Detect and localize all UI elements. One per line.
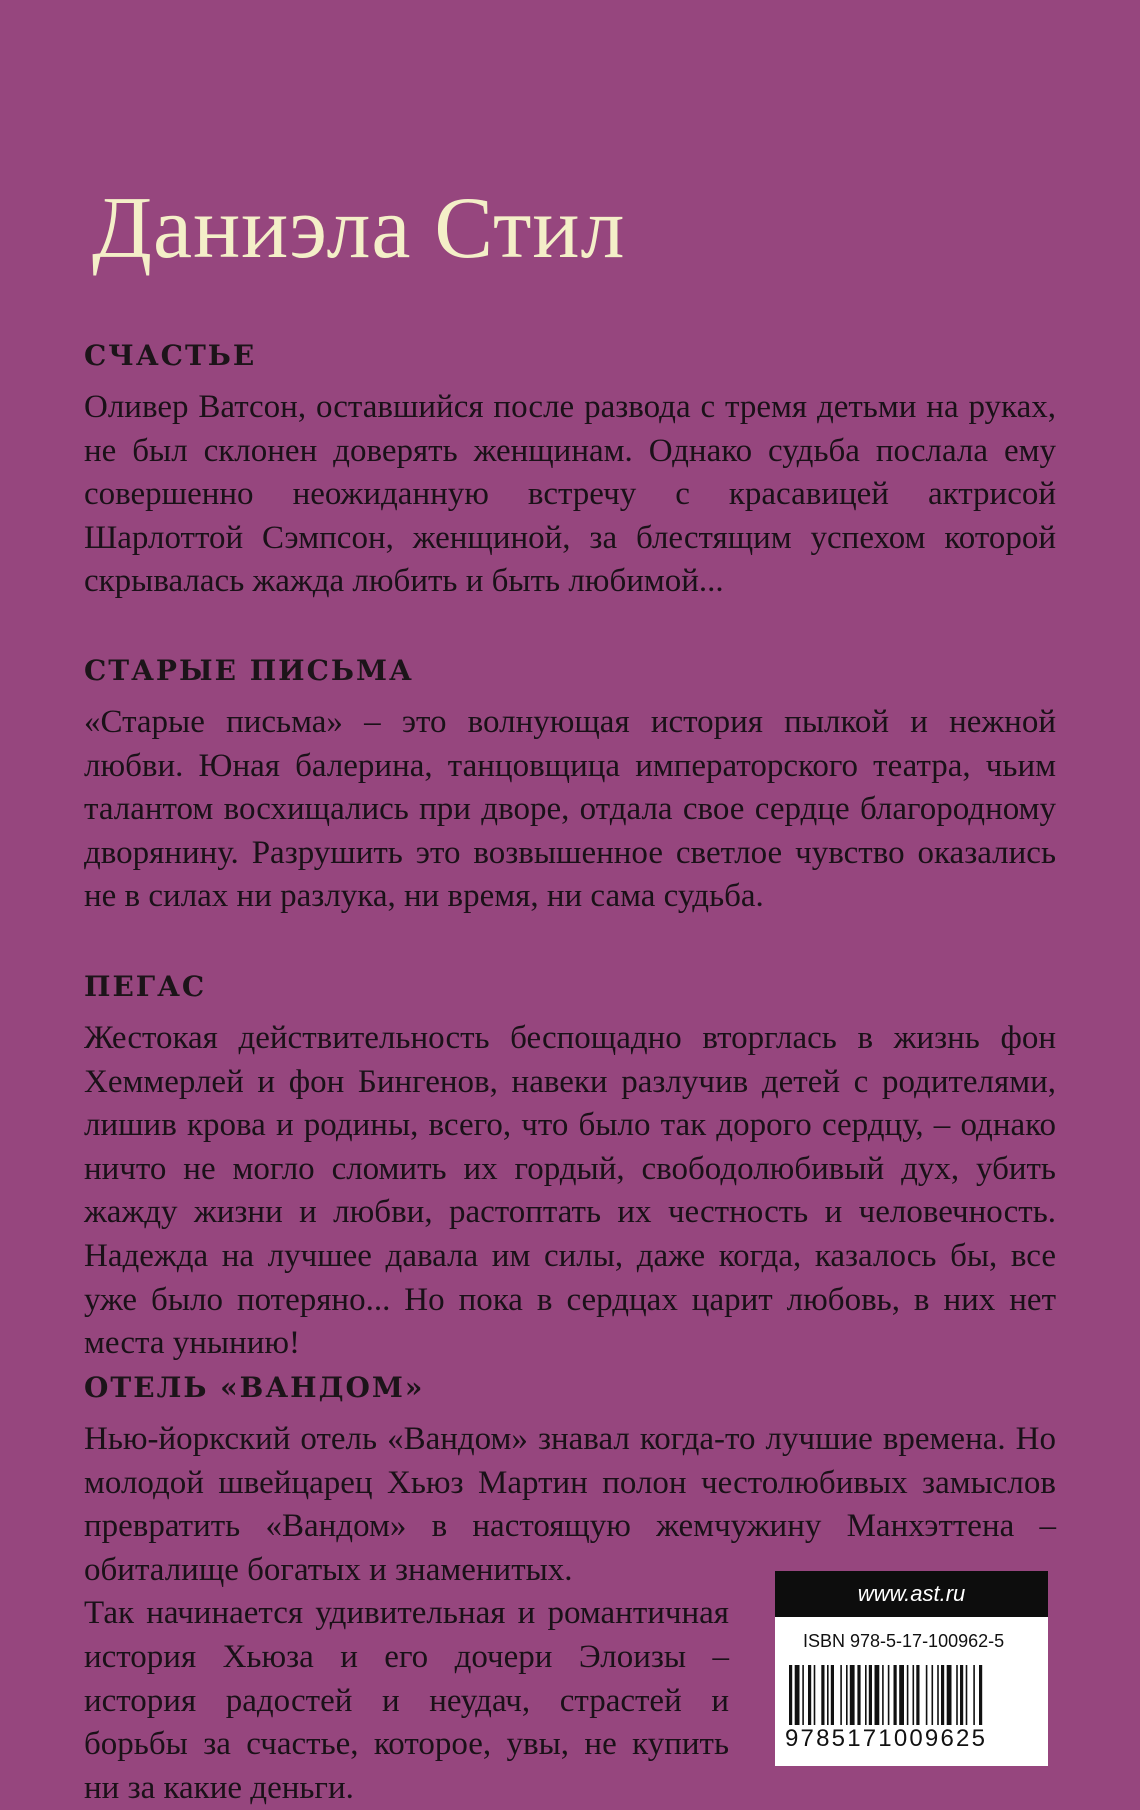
section-heading: СТАРЫЕ ПИСЬМА — [84, 654, 414, 687]
section-text: Оливер Ватсон, оставшийся после развода с тремя детьми на руках, не был склонен доверять женщинам. Однако судьба послала ему совершенно неожиданную встречу с красавицей актрисой Шарлоттой Сэмпсон, женщиной, за блестящим успехом которой скрывалась жажда любить и быть любимой... — [84, 389, 1056, 600]
section-heading: СЧАСТЬЕ — [84, 339, 257, 372]
section-schastye — [84, 338, 1056, 604]
barcode-label — [775, 1571, 1048, 1766]
section-text-continued: Так начинается удивительная и романтичная история Хьюза и его дочери Элоизы – история радостей и неудач, страстей и борьбы за счастье, которое, увы, не купить ни за какие деньги. — [84, 1595, 729, 1806]
author-name: Даниэла Стил — [92, 180, 626, 277]
barcode-area — [775, 1617, 1048, 1766]
section-text: Жестокая действительность беспощадно вторглась в жизнь фон Хеммерлей и фон Бингенов, навеки разлучив детей с родителями, лишив крова и родины, всего, что было так дорого сердцу, – однако ничто не могло сломить их гордый, свободолюбивый дух, убить жажду жизни и любви, растоптать их честность и человечность. Надежда на лучшее давала им силы, даже когда, казалось бы, все уже было потеряно... Но пока в сердцах царит любовь, в них нет места унынию! — [84, 1020, 1056, 1362]
section-starye-pisma — [84, 653, 1056, 919]
barcode-digits: 9785171009625 — [785, 1725, 1038, 1753]
isbn-text: ISBN 978-5-17-100962-5 — [803, 1631, 1005, 1651]
section-heading: ПЕГАС — [84, 970, 207, 1003]
section-text: «Старые письма» – это волнующая история пылкой и нежной любви. Юная балерина, танцовщица императорского театра, чьим талантом восхищались при дворе, отдала свое сердце благородному дворянину. Разрушить это возвышенное светлое чувство оказались не в силах ни разлука, ни время, ни сама судьба. — [84, 704, 1056, 915]
section-pegas — [84, 969, 1056, 1366]
publisher-url: www.ast.ru — [775, 1571, 1048, 1617]
section-heading: ОТЕЛЬ «ВАНДОМ» — [84, 1371, 425, 1404]
section-text: Нью-йоркский отель «Вандом» знавал когда-то лучшие времена. Но молодой швейцарец Хьюз Мартин полон честолюбивых замыслов превратить «Вандом» в настоящую жемчужину Манхэттена – обиталище богатых и знаменитых. — [84, 1421, 1056, 1588]
